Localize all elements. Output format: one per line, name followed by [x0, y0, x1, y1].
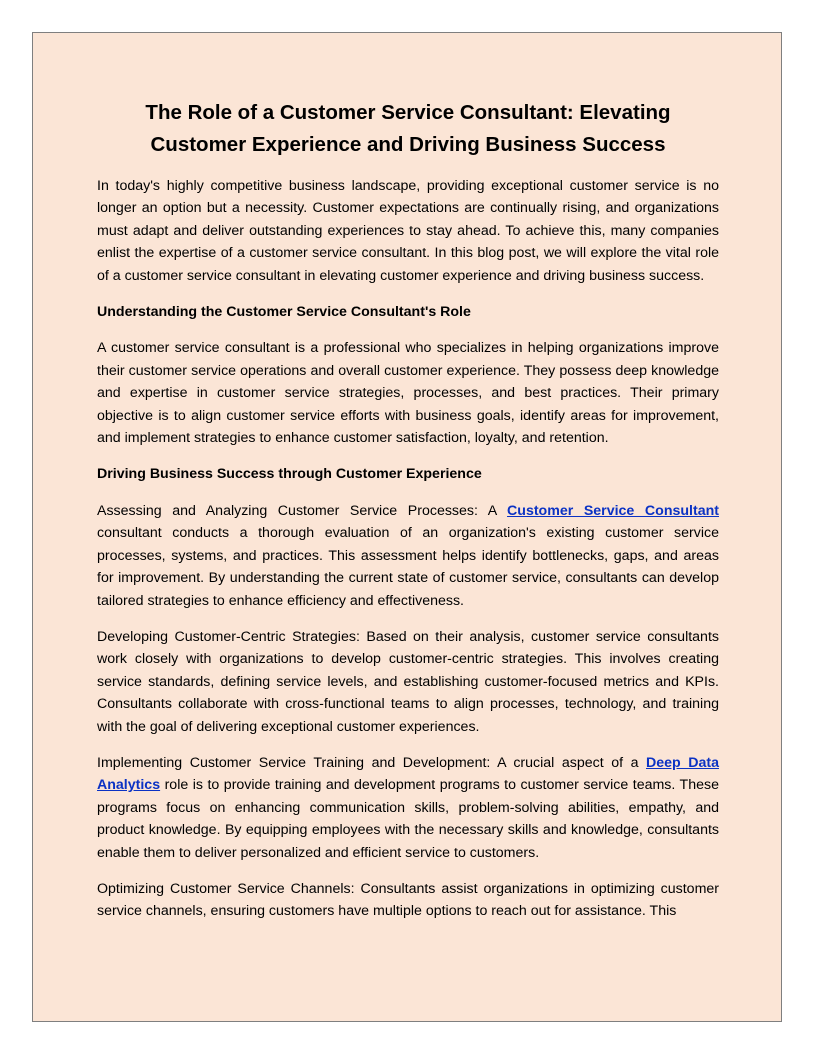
section-heading-role: Understanding the Customer Service Consultant's Role [97, 304, 471, 321]
channels-paragraph: Optimizing Customer Service Channels: Consultants assist organizations in optimizing customer service channels, ensuring customers have multiple options to reach out for assistance. This [97, 880, 719, 920]
section-heading-success: Driving Business Success through Customer Experience [97, 466, 482, 483]
document-content [97, 97, 719, 937]
assessing-text-rest: consultant conducts a thorough evaluation of an organization's existing customer service processes, systems, and practices. This assessment helps identify bottlenecks, gaps, and areas for improvement. By understanding the current state of customer service, consultants can develop tailored strategies to enhance efficiency and effectiveness. [97, 525, 719, 609]
strategies-paragraph: Developing Customer-Centric Strategies: Based on their analysis, customer service consultants work closely with organizations to develop customer-centric strategies. This involves creating service standards, defining service levels, and establishing customer-focused metrics and KPIs. Consultants collaborate with cross-functional teams to align processes, technology, and training with the goal of delivering exceptional customer experiences. [97, 628, 719, 735]
role-paragraph: A customer service consultant is a professional who specializes in helping organizations improve their customer service operations and overall customer experience. They possess deep knowledge and expertise in customer service strategies, processes, and best practices. Their primary objective is to align customer service efforts with business goals, identify areas for improvement, and implement strategies to enhance customer satisfaction, loyalty, and retention. [97, 340, 719, 447]
training-text: Implementing Customer Service Training and Development: A crucial aspect of a [97, 754, 646, 771]
assessing-paragraph [97, 500, 719, 612]
document-page [32, 32, 782, 1022]
intro-paragraph: In today's highly competitive business landscape, providing exceptional customer service is no longer an option but a necessity. Customer expectations are continually rising, and organizations must adapt and deliver outstanding experiences to stay ahead. To achieve this, many companies enlist the expertise of a customer service consultant. In this blog post, we will explore the vital role of a customer service consultant in elevating customer experience and driving business success. [97, 178, 719, 284]
deep-data-analytics-link[interactable]: Deep Data Analytics [97, 754, 719, 794]
customer-service-consultant-link[interactable]: Customer Service Consultant [507, 502, 719, 519]
document-title: The Role of a Customer Service Consultant: Elevating Customer Experience and Driving Business Success [145, 101, 671, 156]
assessing-text: Assessing and Analyzing Customer Service Processes: A [97, 502, 508, 519]
training-paragraph [97, 752, 719, 864]
training-text-rest: role is to provide training and development programs to customer service teams. These programs focus on enhancing communication skills, problem-solving abilities, empathy, and product knowledge. By equipping employees with the necessary skills and knowledge, consultants enable them to deliver personalized and efficient service to customers. [97, 777, 719, 861]
